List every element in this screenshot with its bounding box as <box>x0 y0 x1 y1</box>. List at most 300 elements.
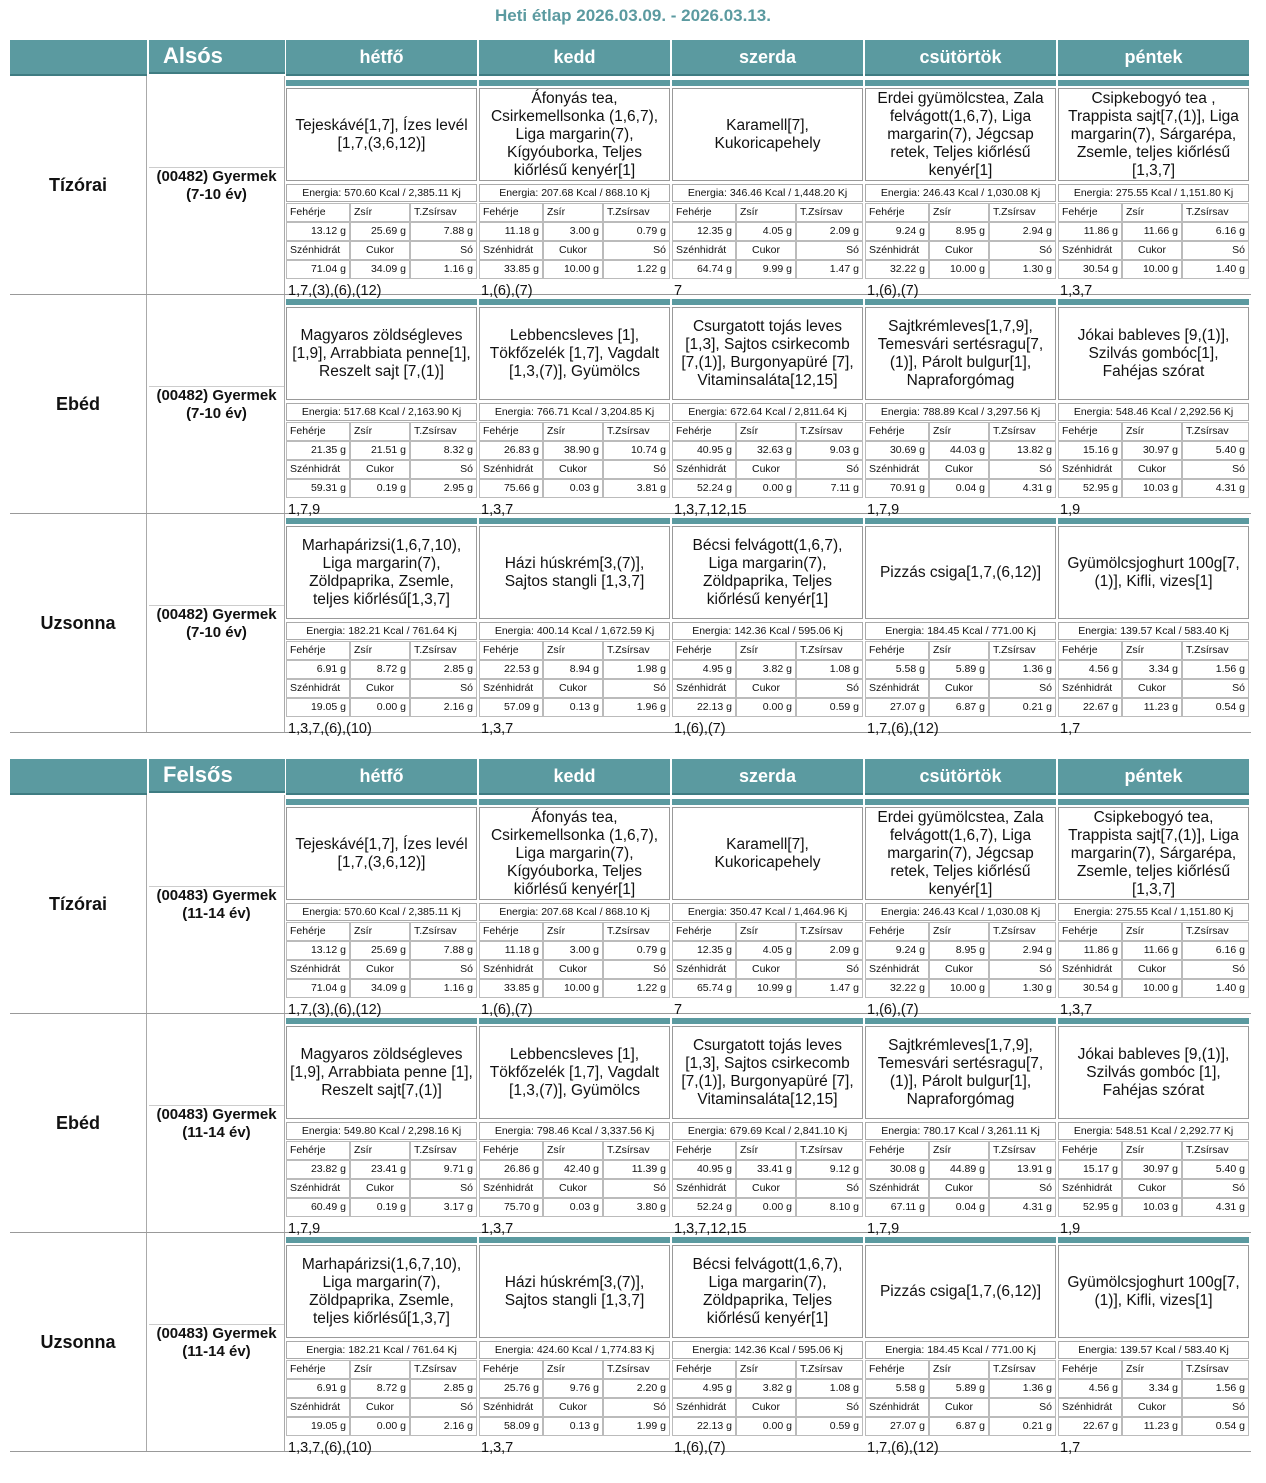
day-header-1: kedd <box>479 759 670 795</box>
energy-text: Energia: 207.68 Kcal / 868.10 Kj <box>479 903 670 921</box>
tzsir-label: T.Zsírsav <box>1182 422 1249 441</box>
feherje-label: Fehérje <box>865 641 929 660</box>
tzsir-value: 2.94 g <box>989 222 1056 241</box>
so-value: 3.17 g <box>410 1198 477 1217</box>
so-label: Só <box>989 241 1056 260</box>
meal-name: Ebéd <box>10 295 147 513</box>
day-cell <box>286 1014 477 1237</box>
level-label: Felsős <box>149 759 285 793</box>
so-label: Só <box>796 679 863 698</box>
szenhidrat-value: 22.67 g <box>1058 1417 1122 1436</box>
nutrition-grid <box>479 1141 670 1219</box>
so-label: Só <box>989 460 1056 479</box>
cukor-value: 9.99 g <box>736 260 796 279</box>
zsir-value: 44.03 g <box>929 441 989 460</box>
feherje-value: 40.95 g <box>672 1160 736 1179</box>
cukor-value: 10.99 g <box>736 979 796 998</box>
feherje-value: 13.12 g <box>286 941 350 960</box>
day-cell <box>672 76 863 299</box>
feherje-value: 26.83 g <box>479 441 543 460</box>
zsir-value: 9.76 g <box>543 1379 603 1398</box>
feherje-value: 6.91 g <box>286 660 350 679</box>
tzsir-label: T.Zsírsav <box>989 203 1056 222</box>
dish-text: Sajtkrémleves[1,7,9], Temesvári sertésragu[7,(1)], Párolt bulgur[1], Napraforgómag <box>865 307 1056 400</box>
feherje-value: 11.86 g <box>1058 941 1122 960</box>
feherje-value: 23.82 g <box>286 1160 350 1179</box>
so-value: 1.16 g <box>410 979 477 998</box>
feherje-label: Fehérje <box>1058 422 1122 441</box>
day-cell <box>286 795 477 1018</box>
age-group <box>149 514 285 732</box>
day-cell <box>672 514 863 737</box>
allergen-list: 1,3,7,12,15 <box>674 1221 747 1237</box>
nutrition-grid <box>672 922 863 1000</box>
so-label: Só <box>989 1179 1056 1198</box>
cukor-label: Cukor <box>543 679 603 698</box>
zsir-label: Zsír <box>736 422 796 441</box>
so-label: Só <box>796 960 863 979</box>
so-label: Só <box>989 1398 1056 1417</box>
nutrition-grid <box>865 203 1056 281</box>
so-value: 1.22 g <box>603 979 670 998</box>
zsir-value: 3.34 g <box>1122 1379 1182 1398</box>
szenhidrat-label: Szénhidrát <box>286 960 350 979</box>
cukor-label: Cukor <box>929 960 989 979</box>
day-header-4: péntek <box>1058 40 1249 76</box>
so-label: Só <box>796 460 863 479</box>
cukor-label: Cukor <box>1122 460 1182 479</box>
cukor-value: 10.00 g <box>1122 260 1182 279</box>
feherje-label: Fehérje <box>1058 641 1122 660</box>
tzsir-value: 13.82 g <box>989 441 1056 460</box>
age-group-label: (00482) Gyermek (7-10 év) <box>149 605 284 642</box>
day-cell <box>286 295 477 518</box>
allergen-list: 7 <box>674 1002 683 1018</box>
cukor-value: 10.00 g <box>543 260 603 279</box>
feherje-label: Fehérje <box>1058 1360 1122 1379</box>
day-bar <box>1058 1237 1249 1243</box>
day-bar <box>286 1237 477 1243</box>
day-cell <box>479 1233 670 1456</box>
zsir-value: 25.69 g <box>350 222 410 241</box>
zsir-value: 25.69 g <box>350 941 410 960</box>
cukor-value: 34.09 g <box>350 979 410 998</box>
allergen-list: 7 <box>674 283 683 299</box>
day-cell <box>865 514 1056 737</box>
zsir-value: 3.00 g <box>543 222 603 241</box>
feherje-value: 30.69 g <box>865 441 929 460</box>
dish-text: Csipkebogyó tea , Trappista sajt[7,(1)], Liga margarin(7), Sárgarépa, Zsemle, teljes kiőrlésű [1,3,7] <box>1058 88 1249 181</box>
zsir-value: 3.34 g <box>1122 660 1182 679</box>
day-cell <box>672 1233 863 1456</box>
dish-text: Bécsi felvágott(1,6,7), Liga margarin(7), Zöldpaprika, Teljes kiőrlésű kenyér[1] <box>672 526 863 619</box>
szenhidrat-value: 75.70 g <box>479 1198 543 1217</box>
day-header-2: szerda <box>672 40 863 76</box>
age-group <box>149 76 285 294</box>
meal-row <box>10 76 1251 299</box>
tzsir-value: 11.39 g <box>603 1160 670 1179</box>
zsir-value: 5.89 g <box>929 1379 989 1398</box>
meal-row <box>10 295 1251 518</box>
tzsir-label: T.Zsírsav <box>1182 922 1249 941</box>
allergen-list: 1,3,7 <box>481 721 514 737</box>
feherje-value: 21.35 g <box>286 441 350 460</box>
zsir-value: 8.95 g <box>929 941 989 960</box>
tzsir-label: T.Zsírsav <box>603 1360 670 1379</box>
so-value: 4.31 g <box>989 1198 1056 1217</box>
szenhidrat-label: Szénhidrát <box>1058 679 1122 698</box>
szenhidrat-label: Szénhidrát <box>286 460 350 479</box>
age-group <box>149 295 285 513</box>
tzsir-label: T.Zsírsav <box>796 422 863 441</box>
so-value: 1.40 g <box>1182 979 1249 998</box>
szenhidrat-value: 22.13 g <box>672 1417 736 1436</box>
feherje-label: Fehérje <box>286 422 350 441</box>
cukor-label: Cukor <box>1122 960 1182 979</box>
nutrition-grid <box>479 203 670 281</box>
so-value: 2.16 g <box>410 1417 477 1436</box>
cukor-value: 11.23 g <box>1122 698 1182 717</box>
feherje-label: Fehérje <box>1058 203 1122 222</box>
szenhidrat-label: Szénhidrát <box>672 960 736 979</box>
szenhidrat-value: 52.24 g <box>672 1198 736 1217</box>
cukor-value: 0.13 g <box>543 698 603 717</box>
feherje-label: Fehérje <box>479 1360 543 1379</box>
dish-text: Lebbencsleves [1], Tökfőzelék [1,7], Vagdalt [1,3,(7)], Gyümölcs <box>479 1026 670 1119</box>
cukor-label: Cukor <box>1122 1398 1182 1417</box>
zsir-label: Zsír <box>350 422 410 441</box>
energy-text: Energia: 517.68 Kcal / 2,163.90 Kj <box>286 403 477 421</box>
so-value: 1.96 g <box>603 698 670 717</box>
szenhidrat-value: 58.09 g <box>479 1417 543 1436</box>
szenhidrat-label: Szénhidrát <box>286 1398 350 1417</box>
zsir-value: 3.00 g <box>543 941 603 960</box>
tzsir-label: T.Zsírsav <box>989 641 1056 660</box>
zsir-label: Zsír <box>736 922 796 941</box>
zsir-label: Zsír <box>543 1141 603 1160</box>
dish-text: Házi húskrém[3,(7)], Sajtos stangli [1,3,7] <box>479 526 670 619</box>
energy-text: Energia: 400.14 Kcal / 1,672.59 Kj <box>479 622 670 640</box>
szenhidrat-label: Szénhidrát <box>865 960 929 979</box>
szenhidrat-value: 33.85 g <box>479 979 543 998</box>
szenhidrat-label: Szénhidrát <box>865 241 929 260</box>
szenhidrat-label: Szénhidrát <box>672 1179 736 1198</box>
dish-text: Marhapárizsi(1,6,7,10), Liga margarin(7), Zöldpaprika, Zsemle, teljes kiőrlésű[1,3,7] <box>286 526 477 619</box>
zsir-value: 3.82 g <box>736 1379 796 1398</box>
szenhidrat-value: 32.22 g <box>865 979 929 998</box>
cukor-value: 0.00 g <box>350 698 410 717</box>
szenhidrat-label: Szénhidrát <box>865 460 929 479</box>
meal-name: Uzsonna <box>10 514 147 732</box>
cukor-value: 0.00 g <box>736 698 796 717</box>
energy-text: Energia: 142.36 Kcal / 595.06 Kj <box>672 622 863 640</box>
tzsir-label: T.Zsírsav <box>796 1360 863 1379</box>
szenhidrat-label: Szénhidrát <box>479 1179 543 1198</box>
tzsir-label: T.Zsírsav <box>1182 1360 1249 1379</box>
feherje-label: Fehérje <box>1058 1141 1122 1160</box>
nutrition-grid <box>672 1360 863 1438</box>
cukor-value: 6.87 g <box>929 698 989 717</box>
energy-text: Energia: 246.43 Kcal / 1,030.08 Kj <box>865 903 1056 921</box>
day-bar <box>479 799 670 805</box>
szenhidrat-value: 27.07 g <box>865 1417 929 1436</box>
zsir-label: Zsír <box>543 1360 603 1379</box>
szenhidrat-label: Szénhidrát <box>1058 1179 1122 1198</box>
energy-text: Energia: 548.46 Kcal / 2,292.56 Kj <box>1058 403 1249 421</box>
day-bar <box>672 299 863 305</box>
tzsir-value: 1.56 g <box>1182 660 1249 679</box>
energy-text: Energia: 142.36 Kcal / 595.06 Kj <box>672 1341 863 1359</box>
day-bar <box>865 1237 1056 1243</box>
szenhidrat-value: 60.49 g <box>286 1198 350 1217</box>
so-value: 1.40 g <box>1182 260 1249 279</box>
szenhidrat-label: Szénhidrát <box>286 1179 350 1198</box>
zsir-label: Zsír <box>350 1141 410 1160</box>
nutrition-grid <box>286 422 477 500</box>
meal-name: Uzsonna <box>10 1233 147 1451</box>
feherje-label: Fehérje <box>286 1360 350 1379</box>
feherje-value: 30.08 g <box>865 1160 929 1179</box>
szenhidrat-label: Szénhidrát <box>865 1398 929 1417</box>
so-value: 0.59 g <box>796 698 863 717</box>
feherje-value: 26.86 g <box>479 1160 543 1179</box>
so-label: Só <box>410 241 477 260</box>
tzsir-value: 2.94 g <box>989 941 1056 960</box>
tzsir-value: 5.40 g <box>1182 441 1249 460</box>
allergen-list: 1,(6),(7) <box>674 1440 726 1456</box>
tzsir-label: T.Zsírsav <box>410 922 477 941</box>
tzsir-value: 0.79 g <box>603 941 670 960</box>
tzsir-label: T.Zsírsav <box>796 641 863 660</box>
dish-text: Tejeskávé[1,7], Ízes levél [1,7,(3,6,12)] <box>286 807 477 900</box>
so-value: 8.10 g <box>796 1198 863 1217</box>
szenhidrat-label: Szénhidrát <box>479 1398 543 1417</box>
dish-text: Pizzás csiga[1,7,(6,12)] <box>865 526 1056 619</box>
feherje-value: 11.18 g <box>479 941 543 960</box>
age-group-label: (00483) Gyermek (11-14 év) <box>149 1324 284 1361</box>
day-cell <box>1058 1014 1249 1237</box>
cukor-value: 10.00 g <box>929 979 989 998</box>
cukor-label: Cukor <box>736 1179 796 1198</box>
tzsir-value: 2.85 g <box>410 1379 477 1398</box>
cukor-value: 0.03 g <box>543 1198 603 1217</box>
cukor-value: 0.13 g <box>543 1417 603 1436</box>
dish-text: Karamell[7], Kukoricapehely <box>672 88 863 181</box>
allergen-list: 1,3,7 <box>481 1221 514 1237</box>
cukor-label: Cukor <box>1122 1179 1182 1198</box>
feherje-value: 25.76 g <box>479 1379 543 1398</box>
nutrition-grid <box>865 422 1056 500</box>
feherje-label: Fehérje <box>865 922 929 941</box>
feherje-label: Fehérje <box>672 922 736 941</box>
dish-text: Bécsi felvágott(1,6,7), Liga margarin(7), Zöldpaprika, Teljes kiőrlésű kenyér[1] <box>672 1245 863 1338</box>
so-label: Só <box>603 460 670 479</box>
day-bar <box>479 1237 670 1243</box>
szenhidrat-value: 19.05 g <box>286 1417 350 1436</box>
cukor-label: Cukor <box>350 1398 410 1417</box>
so-label: Só <box>410 460 477 479</box>
nutrition-grid <box>1058 422 1249 500</box>
day-bar <box>865 518 1056 524</box>
tzsir-label: T.Zsírsav <box>796 203 863 222</box>
cukor-value: 10.00 g <box>543 979 603 998</box>
energy-text: Energia: 766.71 Kcal / 3,204.85 Kj <box>479 403 670 421</box>
day-cell <box>672 295 863 518</box>
szenhidrat-value: 65.74 g <box>672 979 736 998</box>
age-group-label: (00483) Gyermek (11-14 év) <box>149 1105 284 1142</box>
day-header-1: kedd <box>479 40 670 76</box>
dish-text: Csurgatott tojás leves [1,3], Sajtos csirkecomb [7,(1)], Burgonyapüré [7], Vitaminsaláta[12,15] <box>672 307 863 400</box>
feherje-value: 22.53 g <box>479 660 543 679</box>
allergen-list: 1,7,(6),(12) <box>867 721 939 737</box>
zsir-label: Zsír <box>543 203 603 222</box>
zsir-label: Zsír <box>736 1141 796 1160</box>
dish-text: Karamell[7], Kukoricapehely <box>672 807 863 900</box>
nutrition-grid <box>1058 1141 1249 1219</box>
section-1 <box>10 759 1251 1456</box>
feherje-label: Fehérje <box>672 1141 736 1160</box>
age-group <box>149 1233 285 1451</box>
so-label: Só <box>1182 241 1249 260</box>
nutrition-grid <box>672 641 863 719</box>
cukor-label: Cukor <box>543 1398 603 1417</box>
day-header-3: csütörtök <box>865 40 1056 76</box>
energy-text: Energia: 570.60 Kcal / 2,385.11 Kj <box>286 903 477 921</box>
tzsir-value: 2.09 g <box>796 941 863 960</box>
tzsir-label: T.Zsírsav <box>603 641 670 660</box>
zsir-label: Zsír <box>1122 641 1182 660</box>
so-label: Só <box>1182 460 1249 479</box>
cukor-label: Cukor <box>929 460 989 479</box>
cukor-value: 0.00 g <box>736 1417 796 1436</box>
day-header-0: hétfő <box>286 759 477 795</box>
so-value: 4.31 g <box>1182 479 1249 498</box>
energy-text: Energia: 780.17 Kcal / 3,261.11 Kj <box>865 1122 1056 1140</box>
tzsir-value: 7.88 g <box>410 222 477 241</box>
tzsir-label: T.Zsírsav <box>603 922 670 941</box>
day-cell <box>286 1233 477 1456</box>
cukor-value: 10.03 g <box>1122 1198 1182 1217</box>
cukor-label: Cukor <box>543 1179 603 1198</box>
zsir-label: Zsír <box>1122 422 1182 441</box>
feherje-label: Fehérje <box>865 1360 929 1379</box>
dish-text: Magyaros zöldségleves [1,9], Arrabbiata penne [1], Reszelt sajt[7,(1)] <box>286 1026 477 1119</box>
cukor-label: Cukor <box>736 460 796 479</box>
allergen-list: 1,(6),(7) <box>674 721 726 737</box>
allergen-list: 1,3,7 <box>481 502 514 518</box>
feherje-label: Fehérje <box>672 203 736 222</box>
nutrition-grid <box>479 641 670 719</box>
nutrition-grid <box>865 1141 1056 1219</box>
day-bar <box>286 80 477 86</box>
feherje-value: 11.86 g <box>1058 222 1122 241</box>
day-bar <box>672 80 863 86</box>
day-bar <box>479 518 670 524</box>
szenhidrat-value: 67.11 g <box>865 1198 929 1217</box>
allergen-list: 1,3,7 <box>481 1440 514 1456</box>
meal-row <box>10 514 1251 737</box>
nutrition-grid <box>479 1360 670 1438</box>
nutrition-grid <box>672 203 863 281</box>
tzsir-value: 1.08 g <box>796 660 863 679</box>
szenhidrat-value: 30.54 g <box>1058 260 1122 279</box>
allergen-list: 1,7 <box>1060 1440 1081 1456</box>
cukor-value: 0.03 g <box>543 479 603 498</box>
allergen-list: 1,(6),(7) <box>867 283 919 299</box>
energy-text: Energia: 679.69 Kcal / 2,841.10 Kj <box>672 1122 863 1140</box>
allergen-list: 1,7,9 <box>867 1221 900 1237</box>
age-group-label: (00482) Gyermek (7-10 év) <box>149 167 284 204</box>
age-group-label: (00482) Gyermek (7-10 év) <box>149 386 284 423</box>
tzsir-label: T.Zsírsav <box>603 1141 670 1160</box>
cukor-label: Cukor <box>736 241 796 260</box>
zsir-label: Zsír <box>1122 922 1182 941</box>
feherje-label: Fehérje <box>479 203 543 222</box>
zsir-value: 8.72 g <box>350 1379 410 1398</box>
section-0 <box>10 40 1251 737</box>
energy-text: Energia: 246.43 Kcal / 1,030.08 Kj <box>865 184 1056 202</box>
so-label: Só <box>410 960 477 979</box>
so-label: Só <box>603 679 670 698</box>
feherje-value: 4.56 g <box>1058 660 1122 679</box>
cukor-value: 0.00 g <box>736 1198 796 1217</box>
szenhidrat-value: 22.67 g <box>1058 698 1122 717</box>
energy-text: Energia: 672.64 Kcal / 2,811.64 Kj <box>672 403 863 421</box>
allergen-list: 1,(6),(7) <box>481 1002 533 1018</box>
szenhidrat-value: 75.66 g <box>479 479 543 498</box>
feherje-value: 9.24 g <box>865 222 929 241</box>
so-value: 1.99 g <box>603 1417 670 1436</box>
feherje-label: Fehérje <box>479 641 543 660</box>
day-bar <box>865 799 1056 805</box>
cukor-label: Cukor <box>350 241 410 260</box>
day-bar <box>1058 299 1249 305</box>
cukor-label: Cukor <box>929 241 989 260</box>
cukor-label: Cukor <box>736 679 796 698</box>
allergen-list: 1,3,7,12,15 <box>674 502 747 518</box>
so-value: 1.47 g <box>796 260 863 279</box>
feherje-label: Fehérje <box>865 1141 929 1160</box>
day-bar <box>865 1018 1056 1024</box>
tzsir-value: 5.40 g <box>1182 1160 1249 1179</box>
cukor-value: 0.04 g <box>929 1198 989 1217</box>
dish-text: Erdei gyümölcstea, Zala felvágott(1,6,7), Liga margarin(7), Jégcsap retek, Teljes kiőrlésű kenyér[1] <box>865 807 1056 900</box>
day-header-3: csütörtök <box>865 759 1056 795</box>
feherje-value: 15.16 g <box>1058 441 1122 460</box>
dish-text: Lebbencsleves [1], Tökfőzelék [1,7], Vagdalt [1,3,(7)], Gyümölcs <box>479 307 670 400</box>
day-cell <box>1058 76 1249 299</box>
cukor-value: 34.09 g <box>350 260 410 279</box>
cukor-label: Cukor <box>929 679 989 698</box>
szenhidrat-value: 57.09 g <box>479 698 543 717</box>
szenhidrat-label: Szénhidrát <box>1058 241 1122 260</box>
zsir-label: Zsír <box>350 641 410 660</box>
zsir-value: 11.66 g <box>1122 941 1182 960</box>
zsir-label: Zsír <box>929 922 989 941</box>
feherje-value: 12.35 g <box>672 941 736 960</box>
cukor-label: Cukor <box>929 1398 989 1417</box>
feherje-value: 6.91 g <box>286 1379 350 1398</box>
so-label: Só <box>796 1179 863 1198</box>
day-cell <box>479 295 670 518</box>
szenhidrat-label: Szénhidrát <box>1058 960 1122 979</box>
cukor-label: Cukor <box>929 1179 989 1198</box>
allergen-list: 1,9 <box>1060 502 1081 518</box>
zsir-label: Zsír <box>350 1360 410 1379</box>
zsir-label: Zsír <box>736 203 796 222</box>
szenhidrat-label: Szénhidrát <box>672 1398 736 1417</box>
zsir-label: Zsír <box>350 922 410 941</box>
